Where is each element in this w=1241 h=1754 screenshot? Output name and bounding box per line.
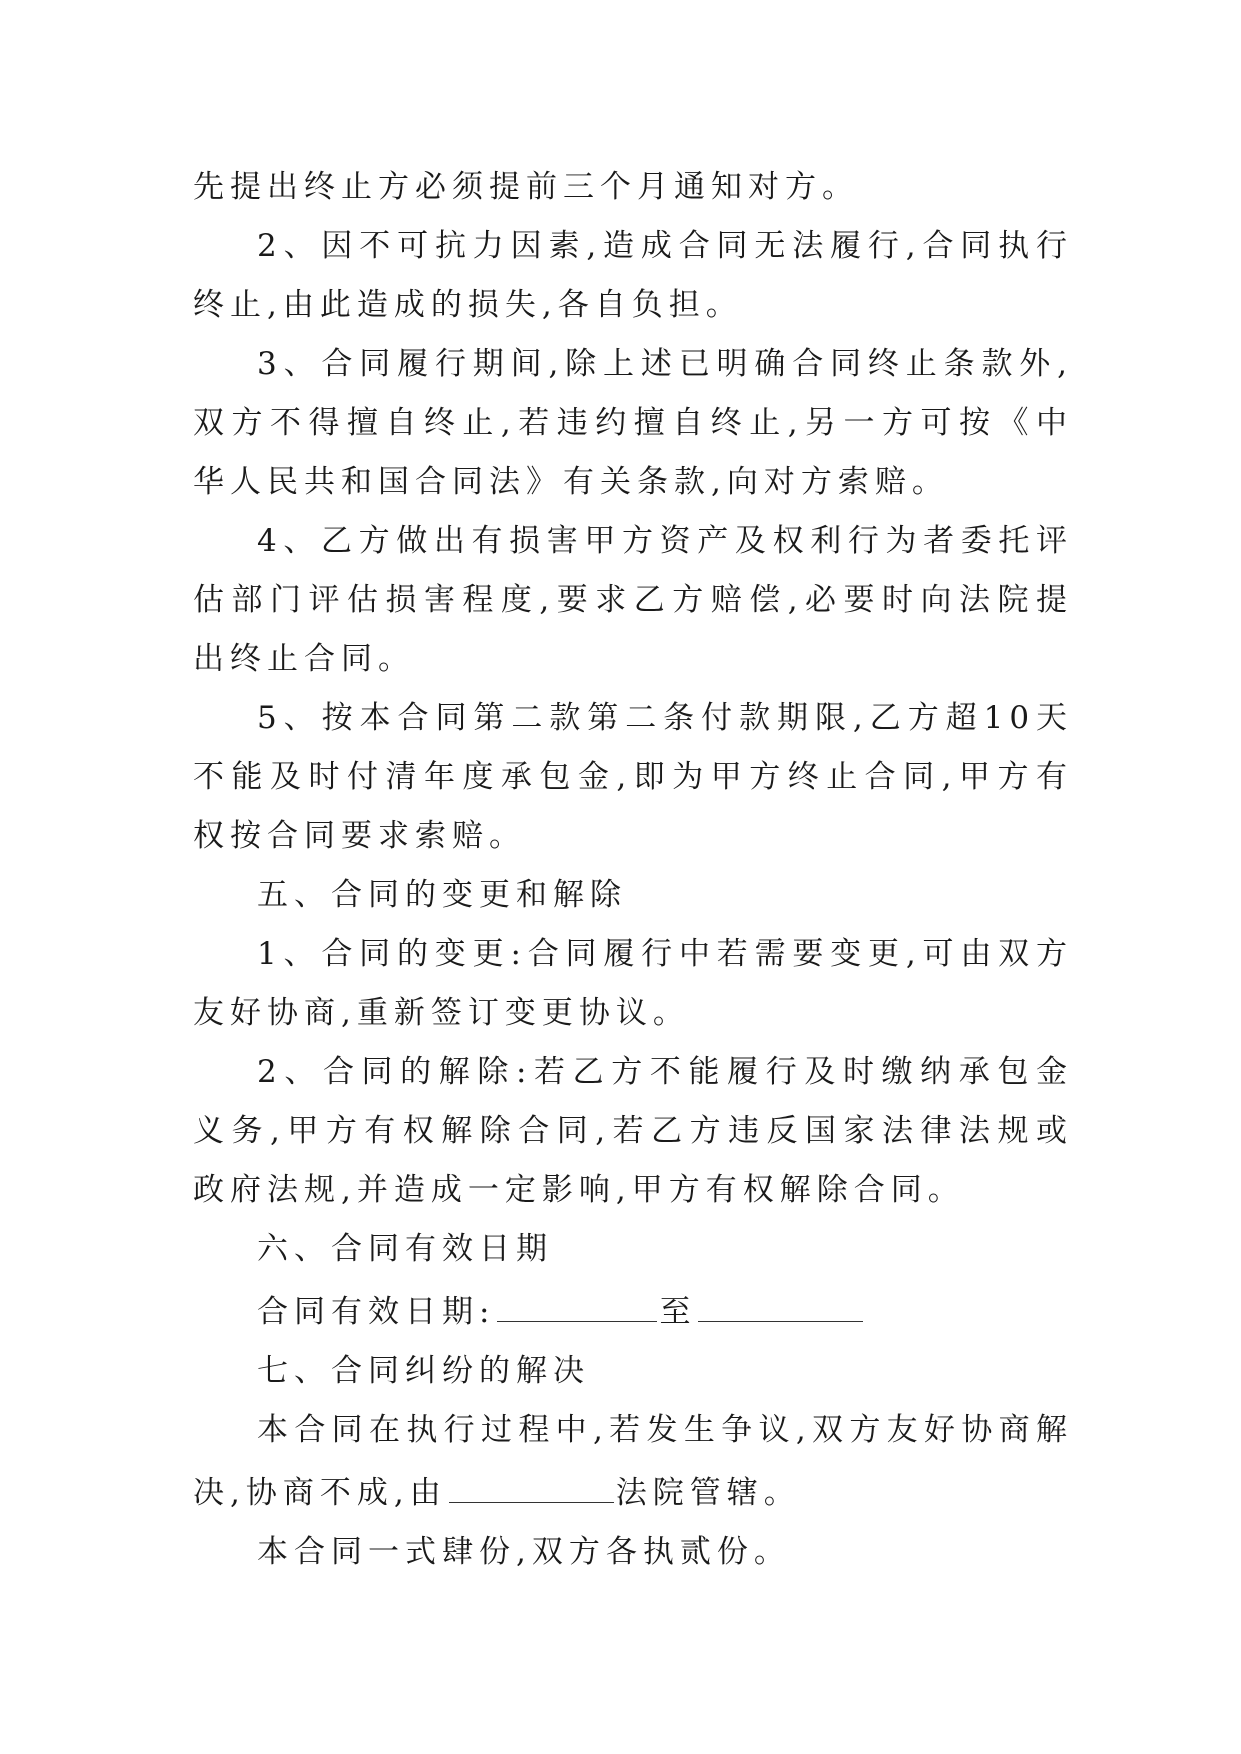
validity-to-label: 至	[659, 1294, 697, 1330]
validity-period-line	[193, 1279, 1073, 1342]
document-body	[193, 158, 1073, 1582]
paragraph-asset-damage: 4、乙方做出有损害甲方资产及权利行为者委托评估部门评估损害程度,要求乙方赔偿,必要时向法院提出终止合同。	[193, 523, 1073, 677]
dispute-text: 本合同在执行过程中,若发生争议,双方友好协商解决,协商不成,由	[193, 1412, 1073, 1511]
section-heading-validity-period: 六、合同有效日期	[257, 1231, 553, 1267]
validity-label: 合同有效日期:	[257, 1294, 496, 1330]
section-heading-dispute-resolution: 七、合同纠纷的解决	[257, 1353, 590, 1389]
paragraph-contract-change: 1、合同的变更:合同履行中若需要变更,可由双方友好协商,重新签订变更协议。	[193, 936, 1073, 1031]
paragraph-dispute-resolution	[193, 1401, 1073, 1523]
paragraph-payment-deadline: 5、按本合同第二款第二条付款期限,乙方超10天不能及时付清年度承包金,即为甲方终止合同,甲方有权按合同要求索赔。	[193, 700, 1073, 854]
paragraph-termination-notice: 先提出终止方必须提前三个月通知对方。	[193, 169, 859, 205]
paragraph-copies: 本合同一式肆份,双方各执贰份。	[257, 1534, 791, 1570]
paragraph-no-unilateral-termination: 3、合同履行期间,除上述已明确合同终止条款外,双方不得擅自终止,若违约擅自终止,另一方可按《中华人民共和国合同法》有关条款,向对方索赔。	[193, 346, 1073, 500]
validity-end-blank	[698, 1279, 863, 1322]
paragraph-contract-rescission: 2、合同的解除:若乙方不能履行及时缴纳承包金义务,甲方有权解除合同,若乙方违反国家法律法规或政府法规,并造成一定影响,甲方有权解除合同。	[193, 1054, 1073, 1208]
dispute-court-label: 法院管辖。	[615, 1475, 801, 1511]
court-name-blank	[449, 1460, 614, 1503]
validity-start-blank	[497, 1279, 657, 1322]
paragraph-force-majeure: 2、因不可抗力因素,造成合同无法履行,合同执行终止,由此造成的损失,各自负担。	[193, 228, 1073, 323]
section-heading-change-and-rescission: 五、合同的变更和解除	[257, 877, 627, 913]
